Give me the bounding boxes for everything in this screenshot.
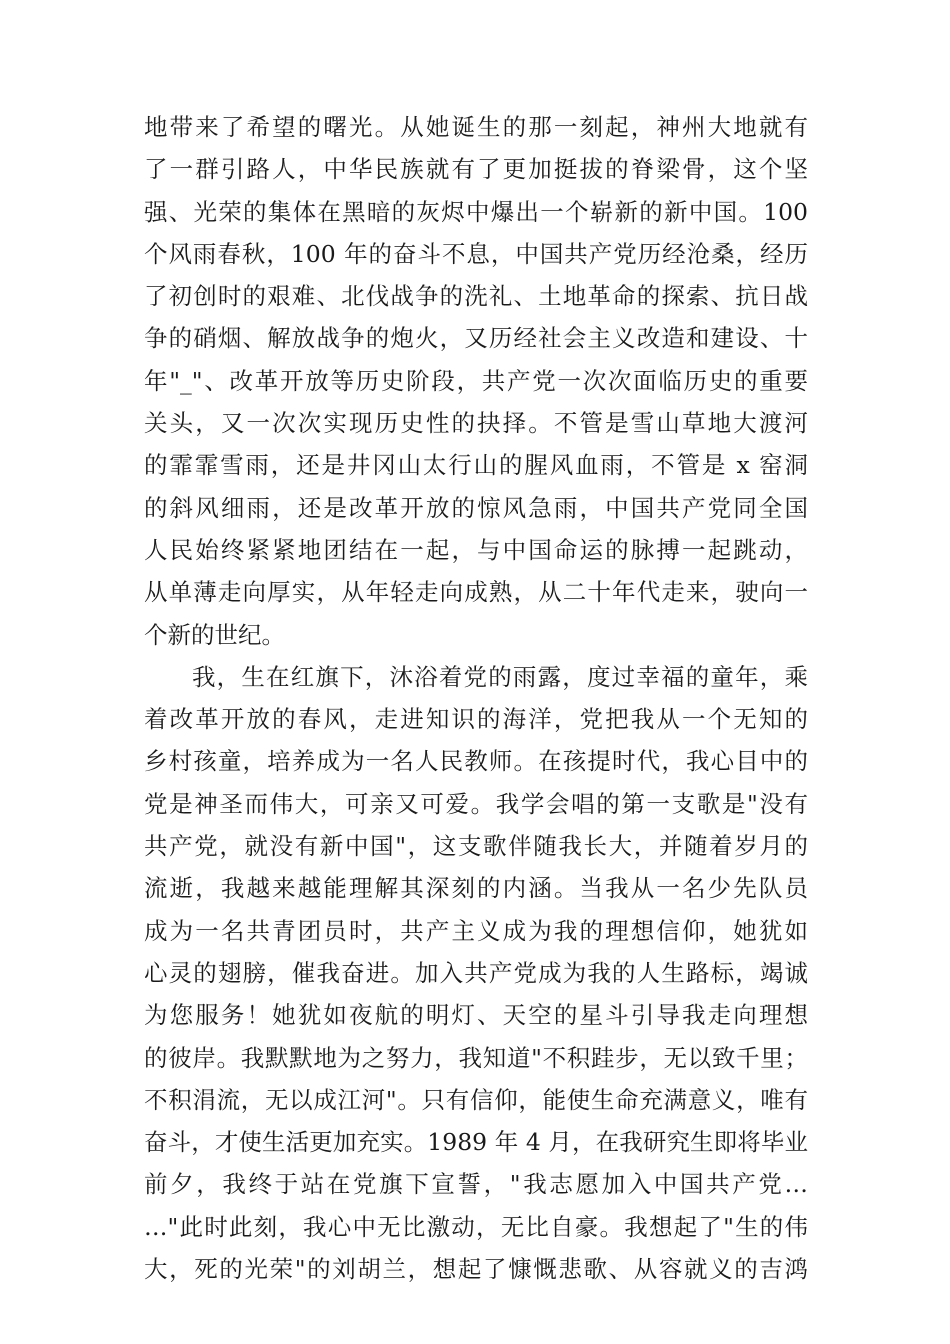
- paragraph-1-line-6: 争的硝烟、解放战争的炮火，又历经社会主义改造和建设、十: [144, 324, 808, 353]
- paragraph-2-line-1: 我，生在红旗下，沐浴着党的雨露，度过幸福的童年，乘: [192, 662, 808, 691]
- paragraph-1: [144, 106, 808, 656]
- paragraph-2-line-10: 的彼岸。我默默地为之努力，我知道"不积跬步，无以致千里；: [144, 1043, 808, 1072]
- paragraph-2-line-14: …"此时此刻，我心中无比激动，无比自豪。我想起了"生的伟: [144, 1212, 808, 1241]
- paragraph-1-line-9: 的霏霏雪雨，还是井冈山太行山的腥风血雨，不管是 x 窑洞: [144, 451, 808, 480]
- paragraph-2: [144, 656, 808, 1290]
- paragraph-1-line-7: 年"_"、改革开放等历史阶段，共产党一次次面临历史的重要: [144, 366, 808, 395]
- paragraph-1-line-8: 关头，又一次次实现历史性的抉择。不管是雪山草地大渡河: [144, 409, 808, 438]
- paragraph-2-line-3: 乡村孩童，培养成为一名人民教师。在孩提时代，我心目中的: [144, 747, 808, 776]
- paragraph-1-line-12: 从单薄走向厚实，从年轻走向成熟，从二十年代走来，驶向一: [144, 578, 808, 607]
- paragraph-2-line-8: 心灵的翅膀，催我奋进。加入共产党成为我的人生路标，竭诚: [144, 958, 808, 987]
- paragraph-2-line-6: 流逝，我越来越能理解其深刻的内涵。当我从一名少先队员: [144, 874, 808, 903]
- paragraph-1-line-2: 了一群引路人，中华民族就有了更加挺拔的脊梁骨，这个坚: [144, 155, 808, 184]
- paragraph-2-line-2: 着改革开放的春风，走进知识的海洋，党把我从一个无知的: [144, 705, 808, 734]
- paragraph-1-line-11: 人民始终紧紧地团结在一起，与中国命运的脉搏一起跳动，: [144, 535, 808, 564]
- paragraph-2-line-12: 奋斗，才使生活更加充实。1989 年 4 月，在我研究生即将毕业: [144, 1128, 808, 1157]
- paragraph-2-line-5: 共产党，就没有新中国"，这支歌伴随我长大，并随着岁月的: [144, 832, 808, 861]
- document-body: [144, 106, 808, 1290]
- paragraph-1-line-5: 了初创时的艰难、北伐战争的洗礼、土地革命的探索、抗日战: [144, 282, 808, 311]
- paragraph-1-line-3: 强、光荣的集体在黑暗的灰烬中爆出一个崭新的新中国。100: [144, 197, 808, 226]
- paragraph-2-line-15: 大，死的光荣"的刘胡兰，想起了慷慨悲歌、从容就义的吉鸿: [144, 1255, 808, 1284]
- paragraph-1-line-4: 个风雨春秋，100 年的奋斗不息，中国共产党历经沧桑，经历: [144, 239, 808, 268]
- paragraph-2-line-9: 为您服务！她犹如夜航的明灯、天空的星斗引导我走向理想: [144, 1001, 808, 1030]
- paragraph-2-line-4: 党是神圣而伟大，可亲又可爱。我学会唱的第一支歌是"没有: [144, 789, 808, 818]
- paragraph-1-line-13: 个新的世纪。: [144, 620, 285, 649]
- paragraph-1-line-1: 地带来了希望的曙光。从她诞生的那一刻起，神州大地就有: [144, 113, 808, 141]
- paragraph-1-line-10: 的斜风细雨，还是改革开放的惊风急雨，中国共产党同全国: [144, 493, 808, 522]
- paragraph-2-line-13: 前夕，我终于站在党旗下宣誓，"我志愿加入中国共产党…: [144, 1170, 808, 1199]
- paragraph-2-line-7: 成为一名共青团员时，共产主义成为我的理想信仰，她犹如: [144, 916, 808, 945]
- paragraph-2-line-11: 不积涓流，无以成江河"。只有信仰，能使生命充满意义，唯有: [144, 1085, 808, 1114]
